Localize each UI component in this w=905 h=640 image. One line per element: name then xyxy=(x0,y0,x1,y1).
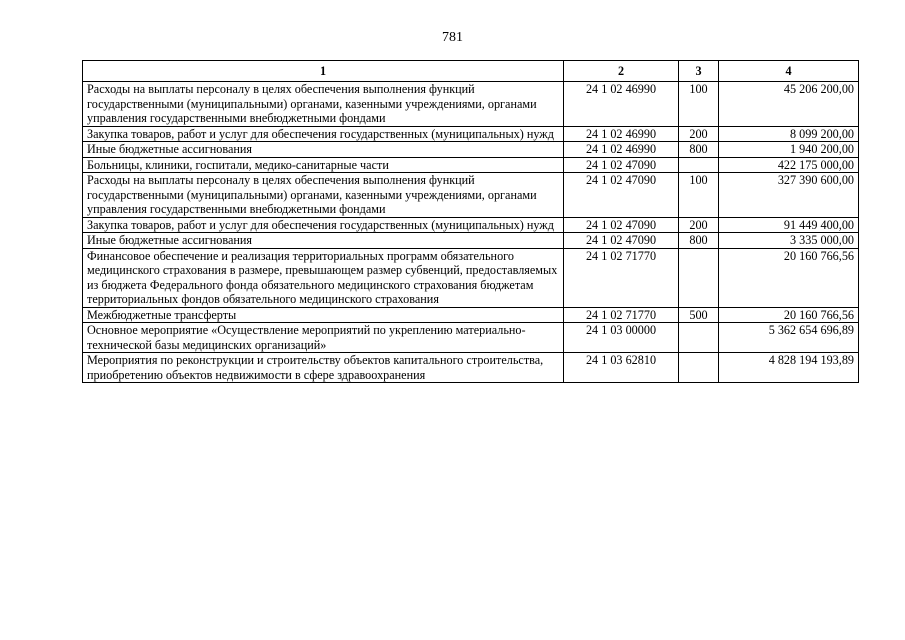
row-code: 24 1 02 46990 xyxy=(564,82,679,127)
row-code: 24 1 02 71770 xyxy=(564,248,679,307)
row-type: 200 xyxy=(679,126,719,142)
row-amount: 422 175 000,00 xyxy=(719,157,859,173)
column-header-type: 3 xyxy=(679,61,719,82)
table-row xyxy=(83,248,859,307)
row-code: 24 1 03 00000 xyxy=(564,323,679,353)
row-amount: 1 940 200,00 xyxy=(719,142,859,158)
row-code: 24 1 02 46990 xyxy=(564,142,679,158)
row-amount: 45 206 200,00 xyxy=(719,82,859,127)
row-name: Иные бюджетные ассигнования xyxy=(83,142,564,158)
row-code: 24 1 02 47090 xyxy=(564,233,679,249)
row-name: Межбюджетные трансферты xyxy=(83,307,564,323)
row-type xyxy=(679,248,719,307)
row-amount: 20 160 766,56 xyxy=(719,307,859,323)
row-type: 500 xyxy=(679,307,719,323)
row-type xyxy=(679,157,719,173)
row-name: Расходы на выплаты персоналу в целях обеспечения выполнения функций государственными (муниципальными) органами, казенными учреждениями, органами управления государственными внебюджетными фондами xyxy=(83,82,564,127)
row-type: 100 xyxy=(679,173,719,218)
row-name: Основное мероприятие «Осуществление мероприятий по укреплению материально-технической базы медицинских организаций» xyxy=(83,323,564,353)
row-code: 24 1 02 46990 xyxy=(564,126,679,142)
row-code: 24 1 02 47090 xyxy=(564,217,679,233)
row-type: 800 xyxy=(679,233,719,249)
row-code: 24 1 02 71770 xyxy=(564,307,679,323)
table-row xyxy=(83,126,859,142)
row-code: 24 1 02 47090 xyxy=(564,157,679,173)
row-type xyxy=(679,323,719,353)
page-number: 781 xyxy=(442,30,463,45)
row-amount: 91 449 400,00 xyxy=(719,217,859,233)
row-type: 200 xyxy=(679,217,719,233)
row-name: Закупка товаров, работ и услуг для обеспечения государственных (муниципальных) нужд xyxy=(83,126,564,142)
table-header-row xyxy=(83,61,859,82)
table-row xyxy=(83,233,859,249)
row-amount: 20 160 766,56 xyxy=(719,248,859,307)
row-amount: 3 335 000,00 xyxy=(719,233,859,249)
column-header-code: 2 xyxy=(564,61,679,82)
column-header-name: 1 xyxy=(83,61,564,82)
table-row xyxy=(83,82,859,127)
row-amount: 4 828 194 193,89 xyxy=(719,353,859,383)
row-type: 800 xyxy=(679,142,719,158)
table-row xyxy=(83,307,859,323)
table-row xyxy=(83,142,859,158)
table-row xyxy=(83,173,859,218)
row-type xyxy=(679,353,719,383)
row-name: Иные бюджетные ассигнования xyxy=(83,233,564,249)
table-row xyxy=(83,217,859,233)
row-name: Мероприятия по реконструкции и строительству объектов капитального строительства, приобретению объектов недвижимости в сфере здравоохранения xyxy=(83,353,564,383)
budget-table xyxy=(82,60,859,383)
table-row xyxy=(83,323,859,353)
table-row xyxy=(83,353,859,383)
row-name: Закупка товаров, работ и услуг для обеспечения государственных (муниципальных) нужд xyxy=(83,217,564,233)
row-amount: 327 390 600,00 xyxy=(719,173,859,218)
row-code: 24 1 03 62810 xyxy=(564,353,679,383)
row-name: Финансовое обеспечение и реализация территориальных программ обязательного медицинского страхования в размере, превышающем размер субвенций, предоставляемых из бюджета Федерального фонда обязательного медицинского страхования бюджетам территориальных фондов обязательного медицинского страхования xyxy=(83,248,564,307)
row-type: 100 xyxy=(679,82,719,127)
row-amount: 5 362 654 696,89 xyxy=(719,323,859,353)
row-code: 24 1 02 47090 xyxy=(564,173,679,218)
row-name: Больницы, клиники, госпитали, медико-санитарные части xyxy=(83,157,564,173)
row-name: Расходы на выплаты персоналу в целях обеспечения выполнения функций государственными (муниципальными) органами, казенными учреждениями, органами управления государственными внебюджетными фондами xyxy=(83,173,564,218)
table-row xyxy=(83,157,859,173)
row-amount: 8 099 200,00 xyxy=(719,126,859,142)
column-header-amount: 4 xyxy=(719,61,859,82)
